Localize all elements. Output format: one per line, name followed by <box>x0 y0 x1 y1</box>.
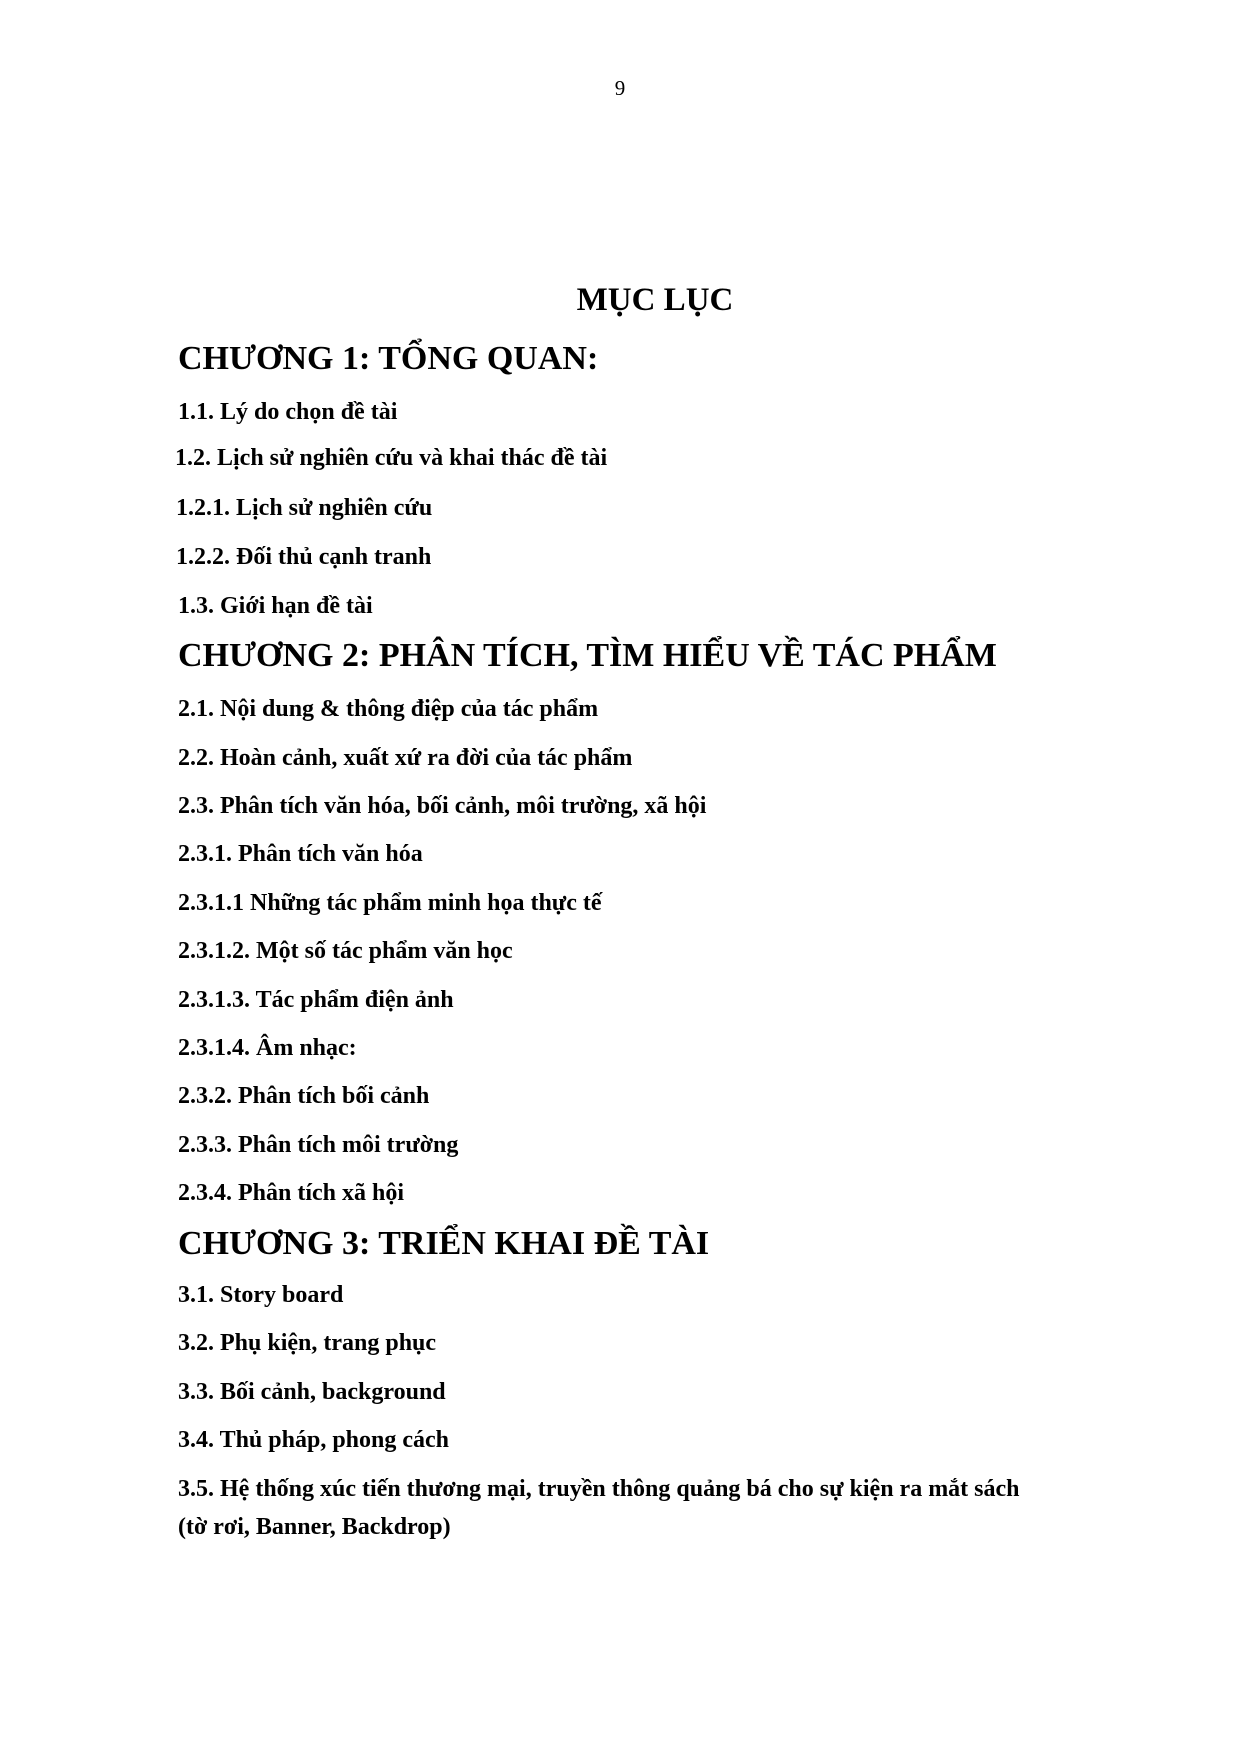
toc-entry: 2.3.1.4. Âm nhạc: <box>178 1035 357 1061</box>
toc-entry: 2.3.1.2. Một số tác phẩm văn học <box>178 938 513 964</box>
toc-entry: 2.3.4. Phân tích xã hội <box>178 1180 405 1206</box>
toc-entry: 2.3.3. Phân tích môi trường <box>178 1132 459 1158</box>
toc-entry: 1.2. Lịch sử nghiên cứu và khai thác đề tài <box>175 445 608 471</box>
toc-entry: 2.2. Hoàn cảnh, xuất xứ ra đời của tác phẩm <box>178 745 633 771</box>
toc-entry: 2.3.1.1 Những tác phẩm minh họa thực tế <box>178 890 602 916</box>
toc-entry: 3.2. Phụ kiện, trang phục <box>178 1330 437 1356</box>
toc-entry: 3.3. Bối cảnh, background <box>178 1379 446 1405</box>
toc-entry: 1.1. Lý do chọn đề tài <box>178 399 398 425</box>
toc-entry: (tờ rơi, Banner, Backdrop) <box>178 1514 451 1540</box>
toc-entry: 2.3.2. Phân tích bối cảnh <box>178 1083 430 1109</box>
toc-entry: 3.1. Story board <box>178 1282 344 1308</box>
toc-entry: 2.1. Nội dung & thông điệp của tác phẩm <box>178 696 599 722</box>
toc-entry: 3.4. Thủ pháp, phong cách <box>178 1427 450 1453</box>
toc-entry: 2.3.1.3. Tác phẩm điện ảnh <box>178 987 454 1013</box>
toc-entry: 1.2.2. Đối thủ cạnh tranh <box>176 544 432 570</box>
toc-chapter-heading: CHƯƠNG 1: TỔNG QUAN: <box>178 340 599 377</box>
toc-entry: 2.3. Phân tích văn hóa, bối cảnh, môi trường, xã hội <box>178 793 707 819</box>
toc-entry: 2.3.1. Phân tích văn hóa <box>178 841 423 867</box>
toc-entry: 1.3. Giới hạn đề tài <box>178 593 373 619</box>
toc-title: MỤC LỤC <box>576 282 734 318</box>
page-number: 9 <box>614 76 626 100</box>
toc-entry: 3.5. Hệ thống xúc tiến thương mại, truyền thông quảng bá cho sự kiện ra mắt sách <box>178 1476 1020 1502</box>
toc-entry: 1.2.1. Lịch sử nghiên cứu <box>176 495 433 521</box>
toc-chapter-heading: CHƯƠNG 2: PHÂN TÍCH, TÌM HIỂU VỀ TÁC PHẨM <box>178 637 997 674</box>
toc-chapter-heading: CHƯƠNG 3: TRIỂN KHAI ĐỀ TÀI <box>178 1225 710 1262</box>
